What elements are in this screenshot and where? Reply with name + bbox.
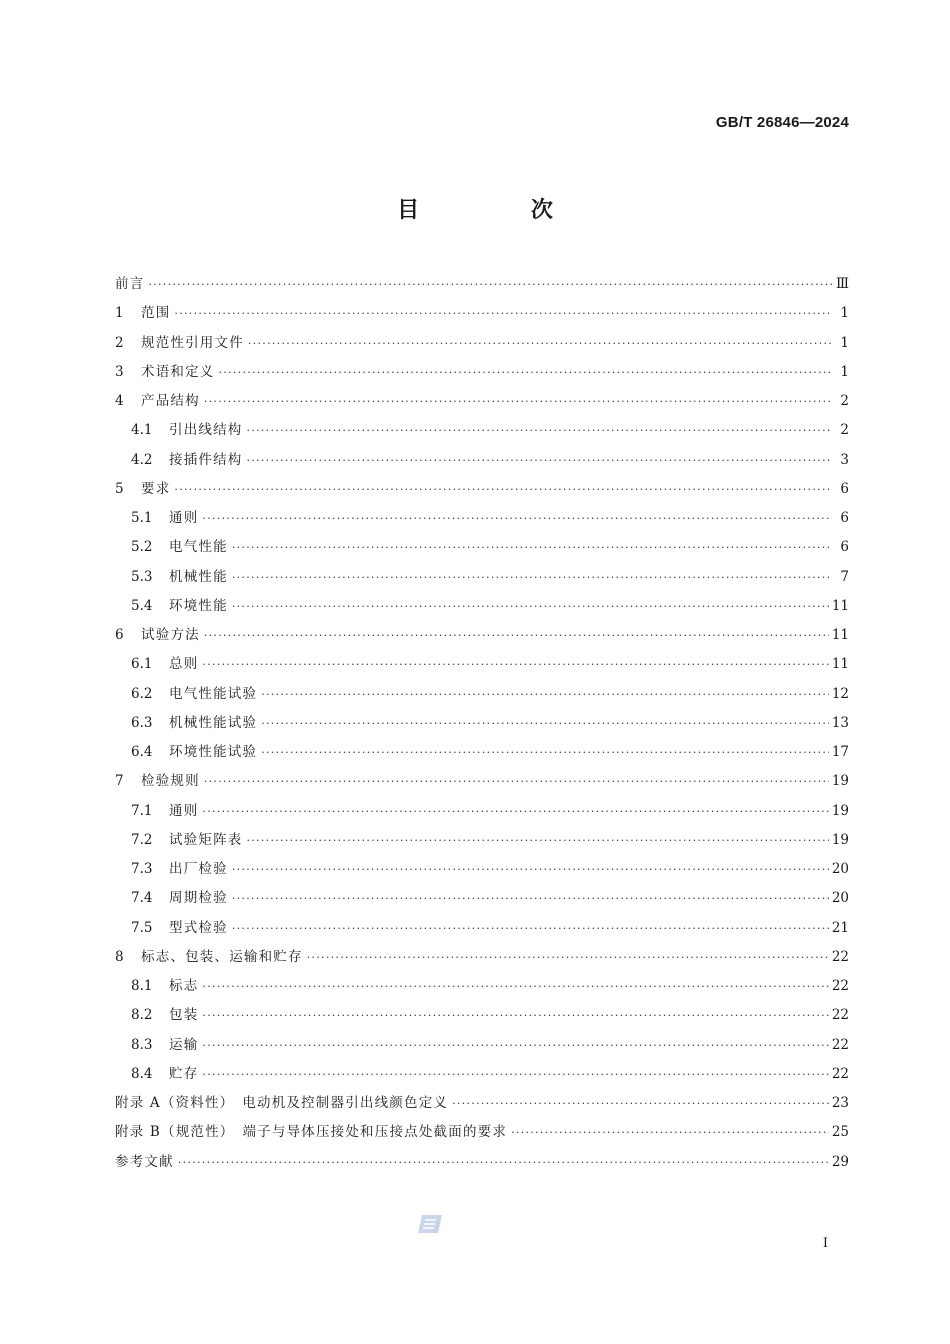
dot-leader [452,1089,829,1118]
toc-entry-page: 13 [831,714,849,731]
dot-leader [148,270,832,299]
dot-leader [232,563,832,592]
toc-entry-page: 20 [831,861,849,877]
dot-leader [178,1148,829,1177]
toc-entry-number: 5.2 [131,539,153,556]
dot-leader [204,387,832,416]
toc-entry-title: 要求 [141,480,171,497]
toc-entry-page: 29 [831,1153,849,1170]
toc-entry-title: 周期检验 [169,890,228,907]
dot-leader [248,329,832,358]
toc-entry-title: 通则 [169,802,199,819]
toc-entry[interactable] [115,621,849,650]
toc-entry-page: 22 [831,1036,849,1053]
standard-number: GB/T 26846—2024 [715,114,849,131]
page-number: I [822,1236,828,1251]
toc-entry-number: 6.4 [131,744,153,760]
toc-entry-number: 7.3 [131,861,153,877]
toc-entry[interactable] [115,533,849,562]
toc-entry-page: 17 [831,744,849,760]
dot-leader [247,446,833,475]
toc-entry-page: 23 [831,1095,849,1111]
toc-entry[interactable] [115,475,849,504]
toc-entry-number: 5.3 [131,568,153,585]
toc-entry[interactable] [115,797,849,826]
toc-entry[interactable] [115,855,849,884]
dot-leader [232,592,829,621]
toc-entry-page: 6 [840,539,849,556]
toc-entry-title: 电气性能试验 [169,685,258,702]
toc-entry-title: 引出线结构 [169,422,243,439]
dot-leader [232,855,829,884]
toc-entry-title: 前言 [115,276,145,292]
toc-entry-title: 范围 [141,305,171,322]
toc-entry-page: 2 [840,393,849,409]
toc-entry[interactable] [115,943,849,972]
toc-entry-page: 22 [831,948,849,965]
toc-entry[interactable] [115,270,849,299]
toc-entry-number: 6.3 [131,714,153,731]
toc-entry-page: 25 [831,1124,849,1141]
dot-leader [174,299,832,328]
toc-entry[interactable] [115,680,849,709]
dot-leader [232,914,829,943]
dot-leader [202,504,832,533]
dot-leader [174,475,832,504]
toc-entry[interactable] [115,1148,849,1177]
toc-entry-title: 附录 A（资料性） 电动机及控制器引出线颜色定义 [115,1095,449,1111]
toc-entry[interactable] [115,1060,849,1089]
dot-leader [232,533,832,562]
toc-entry[interactable] [115,767,849,796]
toc-entry-number: 8.1 [131,978,153,994]
toc-entry-number: 5.1 [131,510,153,526]
toc-entry-title: 机械性能 [169,568,228,585]
dot-leader [202,650,828,679]
toc-entry-page: 20 [831,890,849,907]
toc-entry-number: 6.2 [131,685,153,702]
page-title: 目 次 [397,198,605,223]
toc-entry-page: Ⅲ [835,276,849,292]
toc-entry-page: 11 [831,656,849,673]
toc-entry-page: 19 [831,831,849,848]
toc-entry[interactable] [115,504,849,533]
toc-entry-title: 环境性能 [169,597,228,614]
dot-leader [261,709,829,738]
toc-entry-page: 2 [840,422,849,439]
toc-entry-number: 8 [115,948,124,965]
toc-entry-page: 22 [831,978,849,994]
toc-entry[interactable] [115,329,849,358]
toc-entry[interactable] [115,387,849,416]
toc-entry-number: 1 [115,305,124,322]
dot-leader [204,767,829,796]
toc-entry-page: 22 [831,1065,849,1082]
toc-entry[interactable] [115,416,849,445]
toc-entry-title: 出厂检验 [169,861,228,877]
toc-entry-title: 标志 [169,978,199,994]
dot-leader [511,1118,829,1147]
toc-entry-title: 电气性能 [169,539,228,556]
toc-entry-title: 术语和定义 [141,363,215,380]
dot-leader [202,972,828,1001]
toc-entry-number: 7.5 [131,919,153,936]
toc-entry[interactable] [115,914,849,943]
dot-leader [219,358,833,387]
toc-entry-title: 通则 [169,510,199,526]
dot-leader [202,1001,828,1030]
toc-entry-page: 6 [840,480,849,497]
toc-entry-number: 3 [115,363,124,380]
toc-entry-title: 试验方法 [141,627,200,643]
dot-leader [247,416,833,445]
toc-entry-page: 6 [840,510,849,526]
toc-entry-title: 总则 [169,656,199,673]
toc-entry-page: 22 [831,1007,849,1024]
dot-leader [202,1031,828,1060]
toc-entry[interactable] [115,1118,849,1147]
toc-entry-number: 6.1 [131,656,153,673]
toc-entry-page: 7 [840,568,849,585]
table-of-contents [115,270,849,1177]
toc-entry-page: 3 [840,451,849,468]
dot-leader [261,680,829,709]
dot-leader [232,884,829,913]
toc-entry-number: 5.4 [131,597,153,614]
toc-entry-number: 4 [115,393,124,409]
toc-entry[interactable] [115,446,849,475]
toc-entry-number: 2 [115,334,124,351]
toc-entry[interactable] [115,738,849,767]
toc-entry[interactable] [115,1031,849,1060]
toc-entry[interactable] [115,1089,849,1118]
toc-entry-number: 8.2 [131,1007,153,1024]
toc-entry-title: 贮存 [169,1065,199,1082]
toc-entry-title: 参考文献 [115,1153,174,1170]
toc-entry[interactable] [115,358,849,387]
toc-entry-title: 检验规则 [141,773,200,790]
toc-entry[interactable] [115,709,849,738]
toc-entry-number: 7.1 [131,802,153,819]
sac-logo-icon [416,1213,444,1235]
toc-entry[interactable] [115,1001,849,1030]
toc-entry-number: 8.3 [131,1036,153,1053]
dot-leader [202,1060,828,1089]
toc-entry-number: 4.2 [131,451,153,468]
toc-entry-number: 7 [115,773,124,790]
toc-entry-page: 12 [831,685,849,702]
toc-entry[interactable] [115,592,849,621]
toc-entry-title: 运输 [169,1036,199,1053]
dot-leader [247,826,829,855]
toc-entry-page: 1 [840,334,849,351]
toc-entry[interactable] [115,826,849,855]
toc-entry-title: 机械性能试验 [169,714,258,731]
toc-entry-number: 7.2 [131,831,153,848]
dot-leader [202,797,828,826]
dot-leader [307,943,829,972]
toc-entry-page: 11 [831,627,849,643]
toc-entry[interactable] [115,563,849,592]
toc-entry-page: 11 [831,597,849,614]
toc-entry[interactable] [115,650,849,679]
toc-entry-title: 产品结构 [141,393,200,409]
toc-entry-number: 7.4 [131,890,153,907]
toc-entry-page: 21 [831,919,849,936]
toc-entry-number: 4.1 [131,422,153,439]
toc-entry-number: 6 [115,627,124,643]
toc-entry-title: 包装 [169,1007,199,1024]
toc-entry-title: 环境性能试验 [169,744,258,760]
toc-entry-title: 标志、包装、运输和贮存 [141,948,303,965]
toc-entry-title: 试验矩阵表 [169,831,243,848]
toc-entry[interactable] [115,972,849,1001]
toc-entry-page: 1 [840,305,849,322]
toc-entry-title: 型式检验 [169,919,228,936]
toc-entry-number: 8.4 [131,1065,153,1082]
toc-entry-number: 5 [115,480,124,497]
toc-entry-page: 19 [831,773,849,790]
dot-leader [204,621,829,650]
toc-entry-page: 19 [831,802,849,819]
toc-entry[interactable] [115,884,849,913]
toc-entry-title: 接插件结构 [169,451,243,468]
toc-entry-title: 规范性引用文件 [141,334,244,351]
toc-entry[interactable] [115,299,849,328]
toc-entry-page: 1 [840,363,849,380]
dot-leader [261,738,829,767]
toc-entry-title: 附录 B（规范性） 端子与导体压接处和压接点处截面的要求 [115,1124,508,1141]
